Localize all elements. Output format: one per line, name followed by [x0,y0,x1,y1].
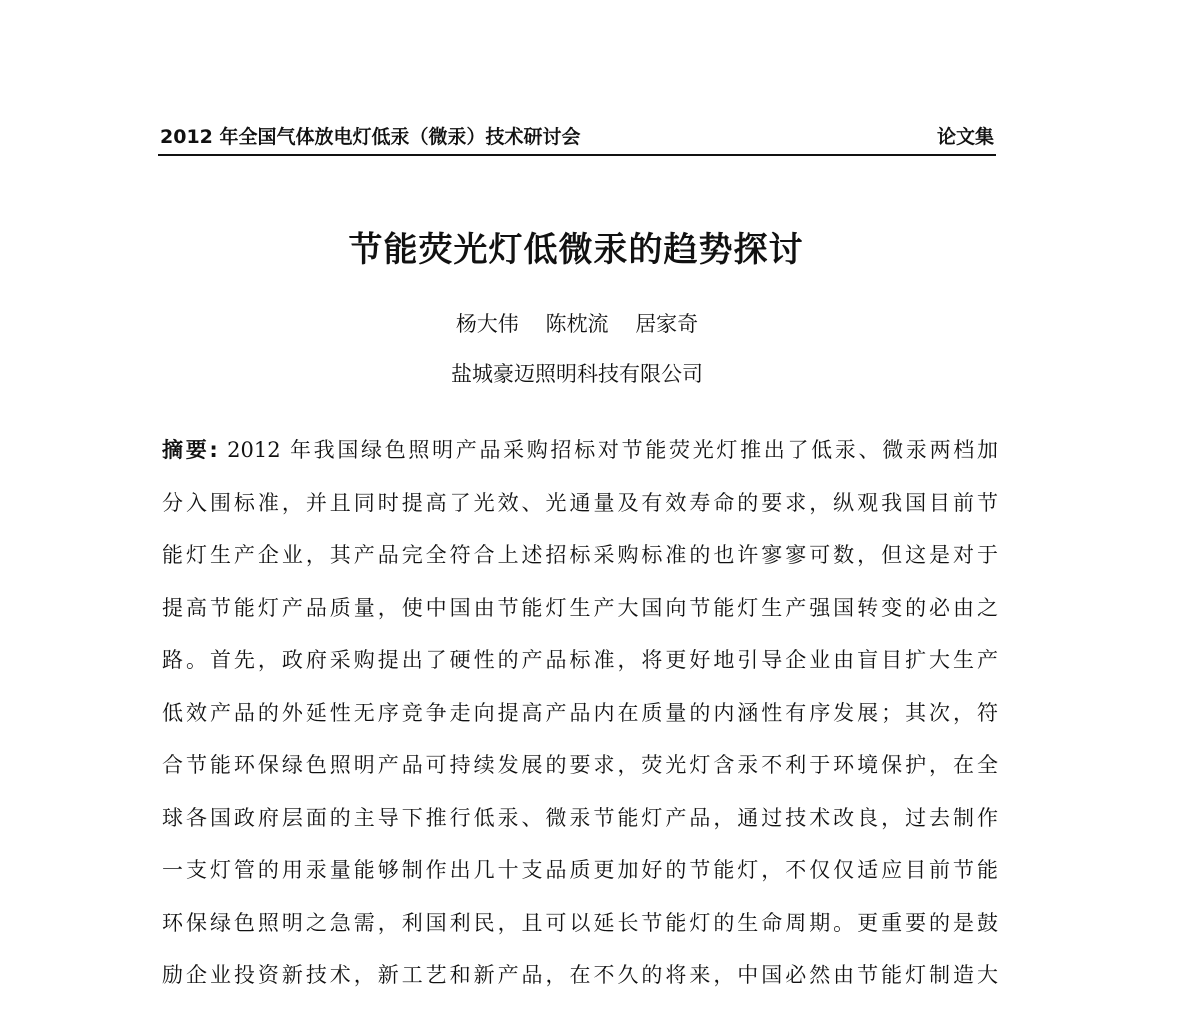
conference-name: 2012 年全国气体放电灯低汞（微汞）技术研讨会 [160,126,581,148]
author-name: 居家奇 [635,312,699,336]
proceedings-label: 论文集 [936,126,994,148]
abstract-line: 低效产品的外延性无序竞争走向提高产品内在质量的内涵性有序发展；其次，符 [162,700,998,725]
abstract-label: 摘要: [162,438,218,462]
author-list [0,308,1154,338]
abstract-line: 励企业投资新技术，新工艺和新产品，在不久的将来，中国必然由节能灯制造大 [162,963,998,987]
abstract [162,434,998,1012]
abstract-line: 一支灯管的用汞量能够制作出几十支品质更加好的节能灯，不仅仅适应目前节能 [162,858,998,882]
abstract-text: 2012 年我国绿色照明产品采购招标对节能荧光灯推出了低汞、微汞两档加 [217,438,998,462]
author-affiliation: 盐城豪迈照明科技有限公司 [451,362,703,386]
abstract-line: 球各国政府层面的主导下推行低汞、微汞节能灯产品，通过技术改良，过去制作 [162,805,998,830]
abstract-line: 分入围标准，并且同时提高了光效、光通量及有效寿命的要求，纵观我国目前节 [162,490,998,515]
abstract-line: 环保绿色照明之急需，利国利民，且可以延长节能灯的生命周期。更重要的是鼓 [162,910,998,935]
abstract-line: 路。首先，政府采购提出了硬性的产品标准，将更好地引导企业由盲目扩大生产 [162,648,998,672]
abstract-line: 合节能环保绿色照明产品可持续发展的要求，荧光灯含汞不利于环境保护，在全 [162,753,998,777]
paper-title: 节能荧光灯低微汞的趋势探讨 [348,230,804,270]
author-name: 杨大伟 [455,312,519,336]
abstract-line: 提高节能灯产品质量，使中国由节能灯生产大国向节能灯生产强国转变的必由之 [162,595,998,620]
running-header [158,118,996,156]
abstract-line: 能灯生产企业，其产品完全符合上述招标采购标准的也许寥寥可数，但这是对于 [162,543,998,567]
abstract-line [162,434,998,487]
author-name: 陈枕流 [545,312,609,336]
